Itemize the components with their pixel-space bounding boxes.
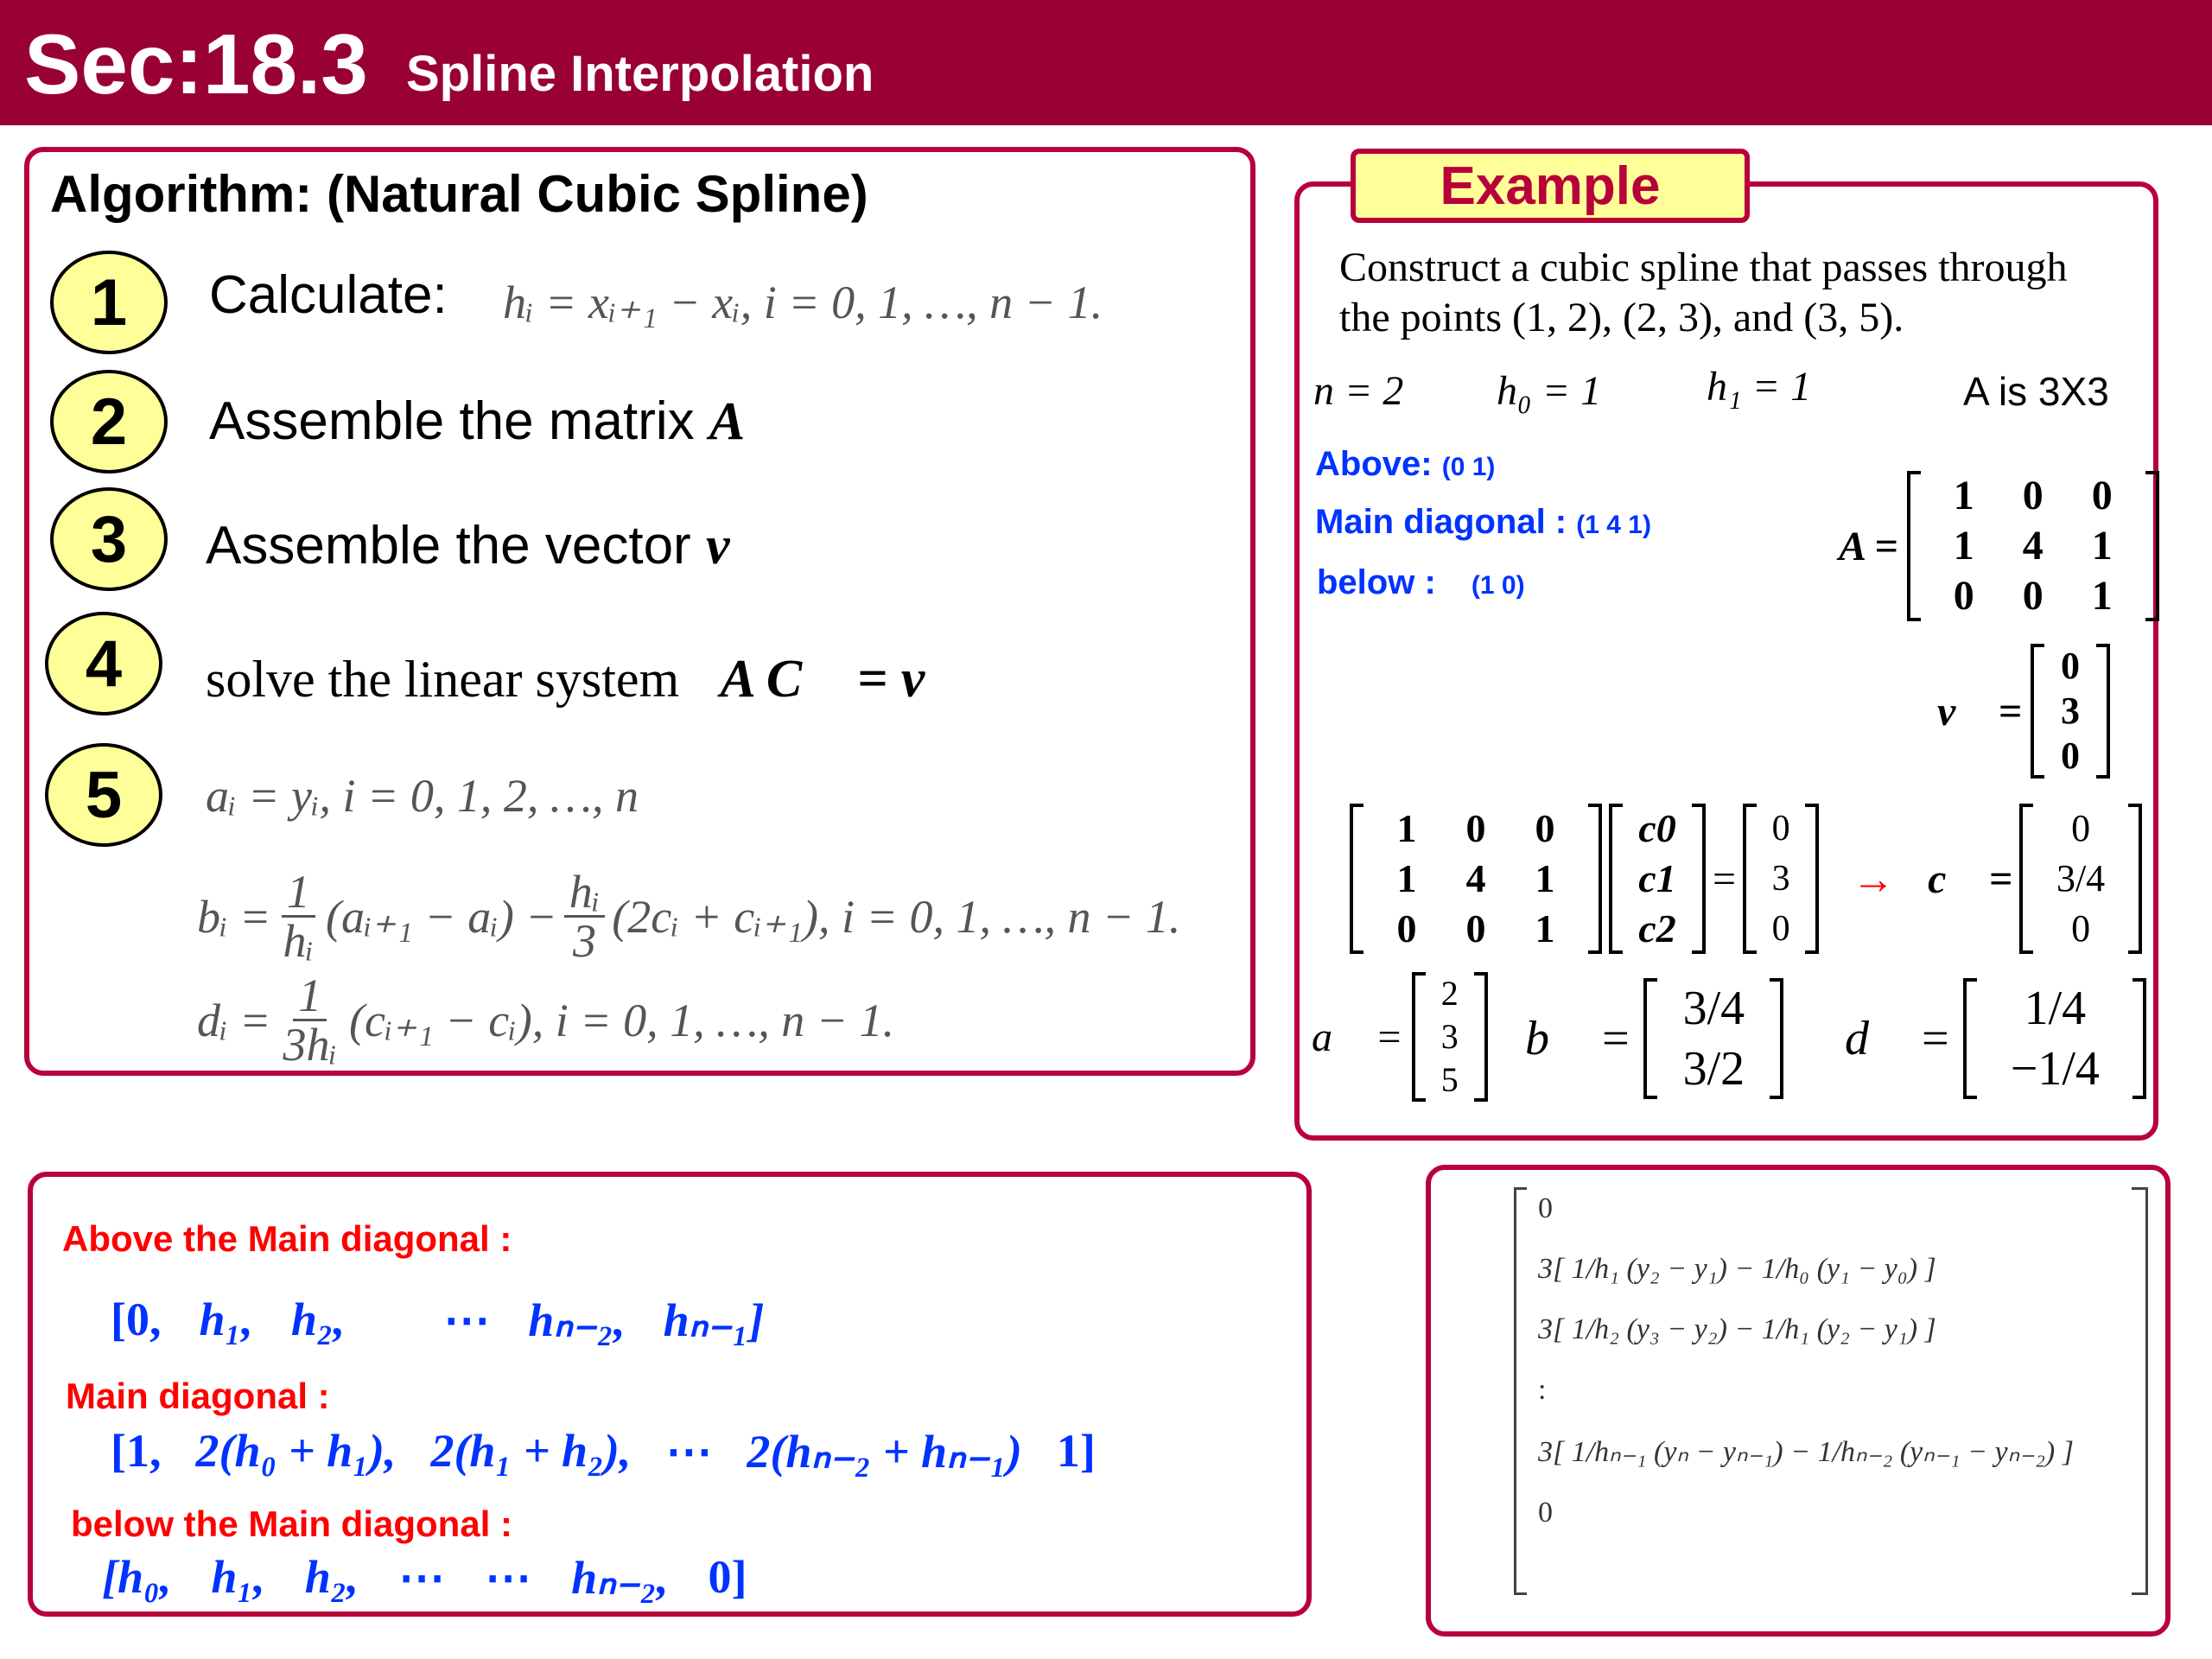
step-1-label: Calculate: [209, 265, 448, 325]
example-below-row: below : (1 0) [1317, 563, 1525, 601]
step-2-badge: 2 [50, 370, 168, 474]
vector-row: 3[ 1/h₂ (y₃ − y₂) − 1/h₁ (y₂ − y₁) ] [1538, 1313, 1936, 1345]
below-diagonal-entries: [h₀, h₁, h₂, ⋯ ⋯ hₙ₋₂, 0] [102, 1551, 747, 1604]
vector-row: 0 [1538, 1497, 1553, 1529]
step-4-badge: 4 [45, 612, 162, 715]
example-above-row: Above: (0 1) [1315, 445, 1496, 483]
vector-row: 3[ 1/hₙ₋₁ (yₙ − yₙ₋₁) − 1/hₙ₋₂ (yₙ₋₁ − yₙ₋₂) ] [1538, 1436, 2074, 1468]
step-5-badge: 5 [45, 743, 162, 847]
h0-value: h₀ = 1 [1497, 368, 1602, 414]
above-diagonal-entries: [0, h₁, h₂, ⋯ hₙ₋₂, hₙ₋₁] [111, 1294, 765, 1346]
vector-b: b⃗ = 3/4 3/2 [1525, 978, 1783, 1099]
above-diagonal-label: Above the Main diagonal : [62, 1218, 512, 1259]
step-1-badge: 1 [50, 251, 168, 354]
a-formula: aᵢ = yᵢ, i = 0, 1, 2, …, n [206, 770, 639, 822]
example-problem-line-2: the points (1, 2), (2, 3), and (3, 5). [1339, 295, 1904, 340]
h1-value: h₁ = 1 [1707, 364, 1812, 410]
d-formula: dᵢ = $\frac{1}{\text{3hᵢ}}$ (cᵢ₊₁ − cᵢ), i = 0, 1, …, n − 1. [197, 969, 895, 1071]
step-4-label: solve the linear system A C⃗ = v⃗ [206, 650, 967, 709]
example-main-row: Main diagonal : (1 4 1) [1315, 503, 1651, 541]
step-3-badge: 3 [50, 487, 168, 591]
algorithm-title: Algorithm: (Natural Cubic Spline) [50, 165, 868, 223]
step-3-label: Assemble the vector v [206, 516, 730, 575]
main-diagonal-entries: [1, 2(h₀ + h₁), 2(h₁ + h₂), ⋯ 2(hₙ₋₂ + hₙ₋₁) 1] [111, 1425, 1096, 1478]
vector-row: : [1538, 1374, 1547, 1406]
matrix-size-note: A is 3X3 [1963, 369, 2109, 414]
n-value: n = 2 [1313, 368, 1404, 414]
vector-rows [1538, 1192, 2074, 1529]
matrix-symbol: A [709, 392, 746, 451]
matrix-A: A = 1 0 0 1 4 1 0 0 1 [1839, 471, 2159, 621]
example-tab: Example [1351, 149, 1750, 223]
linear-system-equation: A C⃗ = v⃗ [720, 650, 967, 709]
arrow-icon: → [1852, 855, 1896, 903]
vector-row: 0 [1538, 1192, 1553, 1224]
step-1-formula: hᵢ = xᵢ₊₁ − xᵢ, i = 0, 1, …, n − 1. [503, 276, 1103, 328]
b-formula: bᵢ = $\frac{1}{\text{hᵢ}}$ (aᵢ₊₁ − aᵢ) − $\frac{\text{hᵢ}}{3}$ (2cᵢ + cᵢ₊₁), i = 0, 1, …, n − 1. [197, 866, 1181, 967]
vector-v: v⃗ = 0 3 0 [1937, 644, 2110, 779]
below-diagonal-label: below the Main diagonal : [71, 1503, 513, 1544]
vector-a: a⃗ = 2 3 5 [1312, 972, 1488, 1102]
step-2-label: Assemble the matrix A [209, 391, 746, 451]
vector-symbol: v [705, 517, 730, 575]
vector-row: 3[ 1/h₁ (y₂ − y₁) − 1/h₀ (y₁ − y₀) ] [1538, 1253, 1936, 1285]
main-diagonal-label: Main diagonal : [66, 1376, 330, 1416]
section-number: Sec:18.3 [24, 16, 368, 111]
example-problem-line-1: Construct a cubic spline that passes through [1339, 245, 2068, 290]
linear-system: 1 0 0 1 4 1 0 0 1 c0 c1 c2 = 0 3 0 → c⃗ = 0 3/4 0 [1350, 804, 2142, 954]
vector-d: d⃗ = 1/4 −1/4 [1845, 978, 2146, 1099]
section-title: Spline Interpolation [406, 46, 874, 102]
